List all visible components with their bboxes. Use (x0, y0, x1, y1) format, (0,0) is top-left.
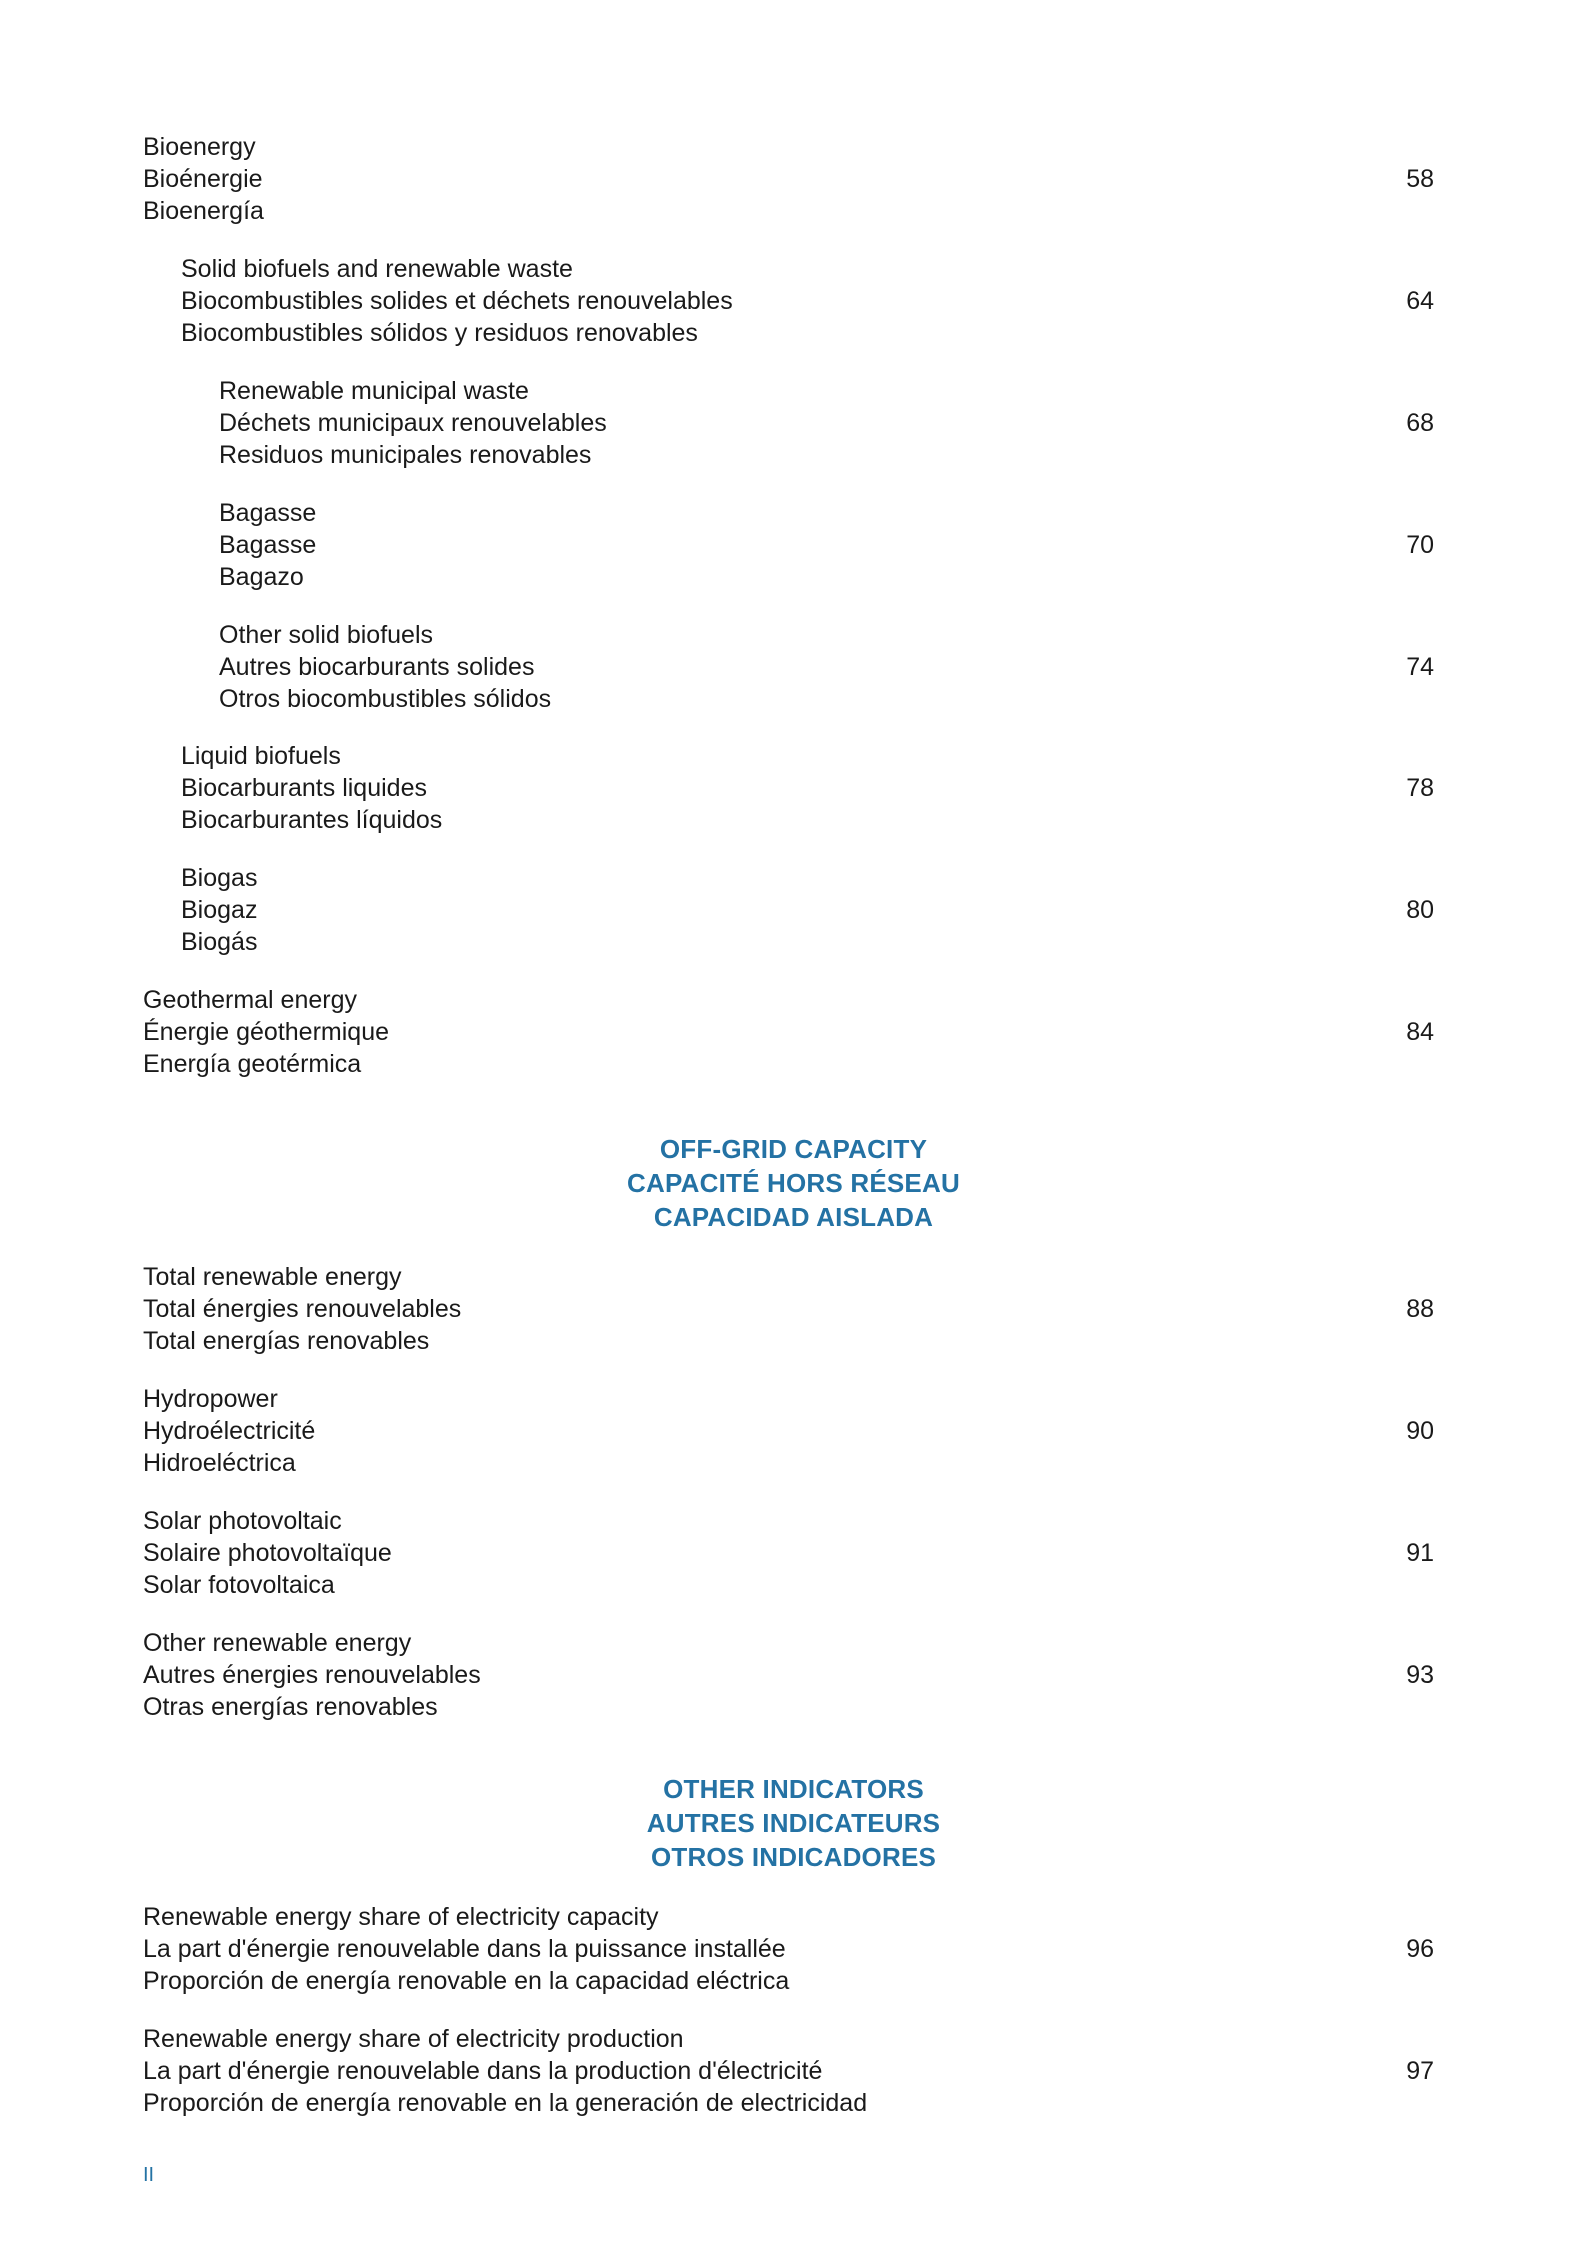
entry-title-en: Hydropower (143, 1385, 278, 1413)
entry-title-fr: Solaire photovoltaïque (143, 1539, 392, 1567)
page-number: 96 (1406, 1935, 1434, 1963)
entry-title-en: Other renewable energy (143, 1629, 412, 1657)
page-number: 97 (1406, 2057, 1434, 2085)
entry-title-es: Biogás (181, 928, 258, 956)
toc-entry-biogas[interactable] (0, 862, 1587, 962)
heading-en: OFF-GRID CAPACITY (659, 1134, 928, 1164)
entry-title-es: Energía geotérmica (143, 1050, 362, 1078)
entry-title-fr: Hydroélectricité (143, 1417, 316, 1445)
entry-title-fr: Bioénergie (143, 165, 263, 193)
heading-fr: CAPACITÉ HORS RÉSEAU (627, 1168, 960, 1198)
page-number: 91 (1406, 1539, 1434, 1567)
heading-es: CAPACIDAD AISLADA (653, 1202, 934, 1232)
page-number: 68 (1406, 409, 1434, 437)
toc-entry-total-renewable[interactable] (0, 1261, 1587, 1361)
entry-title-es: Proporción de energía renovable en la generación de electricidad (143, 2089, 868, 2117)
entry-title-en: Renewable energy share of electricity production (143, 2025, 684, 2053)
page-number: 80 (1406, 896, 1434, 924)
entry-title-en: Renewable municipal waste (219, 377, 529, 405)
entry-title-en: Solid biofuels and renewable waste (181, 255, 573, 283)
toc-entry-share-capacity[interactable] (0, 1901, 1587, 2001)
page-number: 90 (1406, 1417, 1434, 1445)
entry-title-fr: Biocombustibles solides et déchets renouvelables (181, 287, 733, 315)
entry-title-fr: Biogaz (181, 896, 258, 924)
toc-entry-other-solid-biofuels[interactable] (0, 619, 1587, 719)
toc-entry-share-production[interactable] (0, 2023, 1587, 2123)
toc-entry-bioenergy[interactable] (0, 131, 1587, 231)
entry-title-en: Liquid biofuels (181, 742, 341, 770)
page-number: 58 (1406, 165, 1434, 193)
toc-entry-bagasse[interactable] (0, 497, 1587, 597)
heading-en: OTHER INDICATORS (663, 1774, 924, 1804)
toc-entry-liquid-biofuels[interactable] (0, 740, 1587, 840)
entry-title-en: Biogas (181, 864, 258, 892)
toc-entry-solid-biofuels[interactable] (0, 253, 1587, 353)
entry-title-es: Biocombustibles sólidos y residuos renovables (181, 319, 698, 347)
page-number: 84 (1406, 1018, 1434, 1046)
entry-title-en: Other solid biofuels (219, 621, 434, 649)
entry-title-fr: La part d'énergie renouvelable dans la puissance installée (143, 1935, 786, 1963)
page-number: 93 (1406, 1661, 1434, 1689)
entry-title-en: Total renewable energy (143, 1263, 402, 1291)
entry-title-fr: Bagasse (219, 531, 317, 559)
toc-entry-other-renewable[interactable] (0, 1627, 1587, 1727)
toc-entry-hydropower[interactable] (0, 1383, 1587, 1483)
section-heading-off-grid (0, 1132, 1587, 1234)
page-number: 74 (1406, 653, 1434, 681)
toc-entry-municipal-waste[interactable] (0, 375, 1587, 475)
page-number: 78 (1406, 774, 1434, 802)
entry-title-es: Hidroeléctrica (143, 1449, 296, 1477)
entry-title-es: Bioenergía (143, 197, 264, 225)
entry-title-en: Bioenergy (143, 133, 256, 161)
entry-title-fr: Autres biocarburants solides (219, 653, 535, 681)
entry-title-en: Geothermal energy (143, 986, 358, 1014)
page-number: 88 (1406, 1295, 1434, 1323)
entry-title-es: Bagazo (219, 563, 304, 591)
entry-title-es: Solar fotovoltaica (143, 1571, 335, 1599)
entry-title-en: Renewable energy share of electricity capacity (143, 1903, 659, 1931)
entry-title-fr: Déchets municipaux renouvelables (219, 409, 607, 437)
entry-title-fr: Biocarburants liquides (181, 774, 427, 802)
entry-title-es: Proporción de energía renovable en la capacidad eléctrica (143, 1967, 790, 1995)
entry-title-fr: Total énergies renouvelables (143, 1295, 462, 1323)
entry-title-en: Solar photovoltaic (143, 1507, 342, 1535)
heading-es: OTROS INDICADORES (650, 1842, 937, 1872)
section-heading-other-indicators (0, 1772, 1587, 1874)
page-number: 64 (1406, 287, 1434, 315)
toc-entry-solar-pv[interactable] (0, 1505, 1587, 1605)
entry-title-fr: Autres énergies renouvelables (143, 1661, 481, 1689)
entry-title-en: Bagasse (219, 499, 317, 527)
entry-title-es: Total energías renovables (143, 1327, 430, 1355)
entry-title-es: Residuos municipales renovables (219, 441, 592, 469)
page-folio: II (143, 2164, 155, 2186)
entry-title-es: Biocarburantes líquidos (181, 806, 443, 834)
entry-title-es: Otras energías renovables (143, 1693, 438, 1721)
page-number: 70 (1406, 531, 1434, 559)
entry-title-fr: Énergie géothermique (143, 1018, 389, 1046)
heading-fr: AUTRES INDICATEURS (646, 1808, 941, 1838)
entry-title-fr: La part d'énergie renouvelable dans la production d'électricité (143, 2057, 823, 2085)
toc-entry-geothermal[interactable] (0, 984, 1587, 1084)
entry-title-es: Otros biocombustibles sólidos (219, 685, 552, 713)
